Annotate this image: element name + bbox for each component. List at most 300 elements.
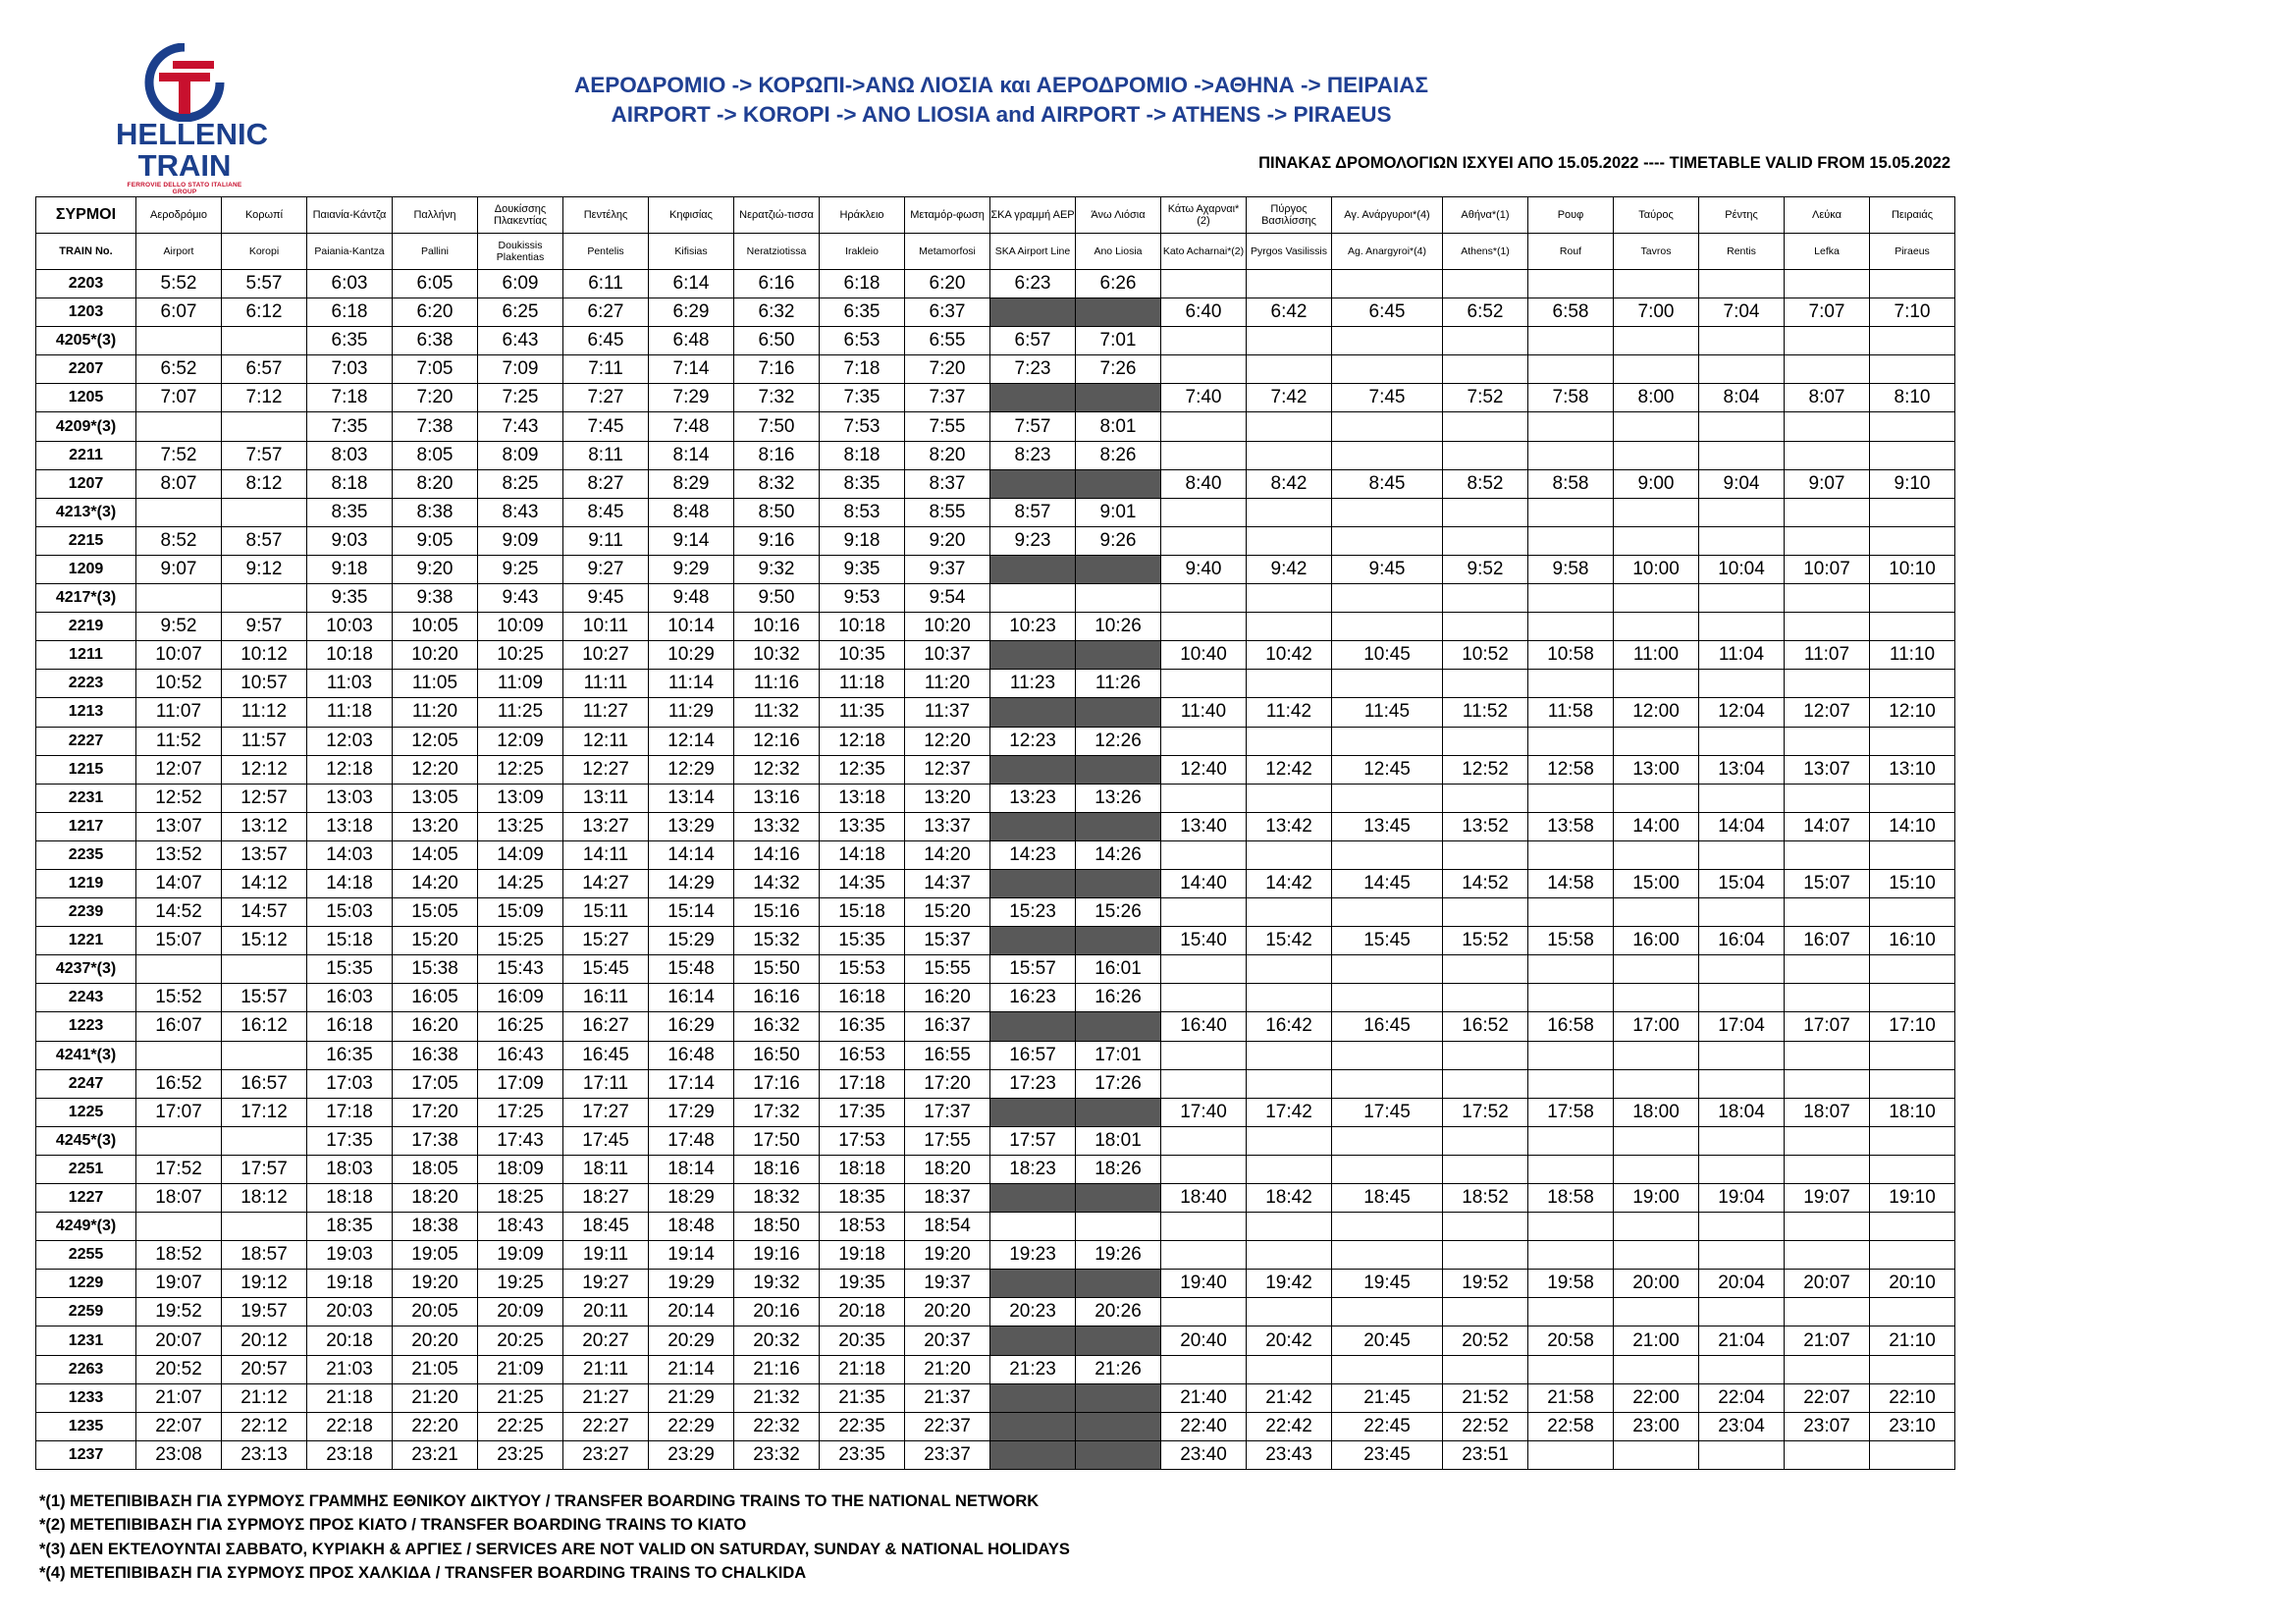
time-cell bbox=[1161, 498, 1247, 526]
time-cell: 18:20 bbox=[393, 1184, 478, 1213]
no-service-cell bbox=[990, 698, 1076, 727]
time-cell: 11:32 bbox=[734, 698, 820, 727]
time-cell: 10:45 bbox=[1332, 641, 1443, 670]
time-cell: 12:12 bbox=[222, 755, 307, 784]
table-row bbox=[36, 469, 1955, 498]
time-cell: 15:37 bbox=[905, 927, 990, 955]
train-number: 2247 bbox=[36, 1069, 136, 1098]
time-cell: 9:18 bbox=[307, 555, 393, 583]
time-cell: 20:25 bbox=[478, 1326, 563, 1355]
time-cell: 15:23 bbox=[990, 898, 1076, 927]
time-cell: 22:58 bbox=[1528, 1412, 1614, 1440]
timetable bbox=[35, 196, 1955, 1470]
table-row bbox=[36, 327, 1955, 355]
time-cell bbox=[1785, 270, 1870, 298]
time-cell: 10:20 bbox=[905, 613, 990, 641]
time-cell: 9:48 bbox=[649, 584, 734, 613]
time-cell bbox=[1870, 412, 1955, 441]
table-row bbox=[36, 869, 1955, 897]
time-cell bbox=[1614, 955, 1699, 984]
no-service-cell bbox=[990, 1440, 1076, 1469]
station-header-english: Doukissis Plakentias bbox=[478, 234, 563, 270]
time-cell: 15:27 bbox=[563, 927, 649, 955]
table-row bbox=[36, 1126, 1955, 1155]
time-cell: 8:12 bbox=[222, 469, 307, 498]
time-cell bbox=[1870, 1155, 1955, 1183]
time-cell bbox=[1247, 526, 1332, 555]
time-cell bbox=[1785, 727, 1870, 755]
time-cell: 18:40 bbox=[1161, 1184, 1247, 1213]
time-cell: 8:42 bbox=[1247, 469, 1332, 498]
time-cell bbox=[1870, 984, 1955, 1012]
time-cell: 16:27 bbox=[563, 1012, 649, 1041]
time-cell: 20:18 bbox=[820, 1298, 905, 1326]
time-cell: 23:35 bbox=[820, 1440, 905, 1469]
time-cell: 13:58 bbox=[1528, 812, 1614, 840]
time-cell: 20:12 bbox=[222, 1326, 307, 1355]
time-cell: 17:12 bbox=[222, 1098, 307, 1126]
time-cell: 16:26 bbox=[1076, 984, 1161, 1012]
time-cell: 15:38 bbox=[393, 955, 478, 984]
time-cell: 15:35 bbox=[820, 927, 905, 955]
time-cell bbox=[1870, 584, 1955, 613]
no-service-cell bbox=[1076, 755, 1161, 784]
time-cell bbox=[1614, 727, 1699, 755]
table-row bbox=[36, 1440, 1955, 1469]
time-cell: 19:11 bbox=[563, 1241, 649, 1270]
no-service-cell bbox=[1076, 869, 1161, 897]
time-cell: 11:18 bbox=[820, 670, 905, 698]
time-cell: 15:58 bbox=[1528, 927, 1614, 955]
time-cell bbox=[1785, 1155, 1870, 1183]
time-cell bbox=[1332, 355, 1443, 384]
station-header-english: Irakleio bbox=[820, 234, 905, 270]
time-cell: 16:48 bbox=[649, 1041, 734, 1069]
time-cell bbox=[1443, 1213, 1528, 1241]
time-cell: 17:00 bbox=[1614, 1012, 1699, 1041]
no-service-cell bbox=[1076, 384, 1161, 412]
time-cell bbox=[1528, 1069, 1614, 1098]
no-service-cell bbox=[1076, 812, 1161, 840]
time-cell: 19:09 bbox=[478, 1241, 563, 1270]
time-cell bbox=[1528, 498, 1614, 526]
time-cell bbox=[1870, 727, 1955, 755]
time-cell: 14:07 bbox=[1785, 812, 1870, 840]
title-english: AIRPORT -> KOROPI -> ANO LIOSIA and AIRPORT -> ATHENS -> PIRAEUS bbox=[611, 102, 1392, 127]
time-cell: 21:45 bbox=[1332, 1383, 1443, 1412]
time-cell bbox=[1699, 613, 1785, 641]
time-cell bbox=[1332, 1155, 1443, 1183]
time-cell: 17:09 bbox=[478, 1069, 563, 1098]
time-cell bbox=[1161, 1126, 1247, 1155]
time-cell: 12:29 bbox=[649, 755, 734, 784]
station-header-greek: Κορωπί bbox=[222, 197, 307, 234]
time-cell: 10:29 bbox=[649, 641, 734, 670]
time-cell bbox=[1785, 1355, 1870, 1383]
time-cell bbox=[1332, 1069, 1443, 1098]
time-cell bbox=[1699, 1155, 1785, 1183]
time-cell bbox=[1443, 498, 1528, 526]
no-service-cell bbox=[1076, 1326, 1161, 1355]
station-header-greek: Κηφισίας bbox=[649, 197, 734, 234]
time-cell: 21:26 bbox=[1076, 1355, 1161, 1383]
footnotes bbox=[39, 1489, 1070, 1585]
time-cell bbox=[1699, 1440, 1785, 1469]
time-cell: 6:42 bbox=[1247, 298, 1332, 327]
time-cell bbox=[1161, 441, 1247, 469]
train-number: 1203 bbox=[36, 298, 136, 327]
time-cell: 19:26 bbox=[1076, 1241, 1161, 1270]
time-cell: 14:14 bbox=[649, 840, 734, 869]
time-cell: 15:14 bbox=[649, 898, 734, 927]
no-service-cell bbox=[990, 1098, 1076, 1126]
table-row bbox=[36, 755, 1955, 784]
time-cell: 20:04 bbox=[1699, 1270, 1785, 1298]
time-cell: 16:18 bbox=[307, 1012, 393, 1041]
time-cell: 14:00 bbox=[1614, 812, 1699, 840]
station-header-english: Koropi bbox=[222, 234, 307, 270]
time-cell: 14:32 bbox=[734, 869, 820, 897]
time-cell bbox=[1870, 840, 1955, 869]
station-header-greek: Άνω Λιόσια bbox=[1076, 197, 1161, 234]
table-row bbox=[36, 727, 1955, 755]
time-cell: 19:42 bbox=[1247, 1270, 1332, 1298]
time-cell: 9:07 bbox=[1785, 469, 1870, 498]
time-cell: 19:58 bbox=[1528, 1270, 1614, 1298]
time-cell bbox=[1332, 727, 1443, 755]
time-cell bbox=[1332, 1126, 1443, 1155]
time-cell bbox=[1699, 1126, 1785, 1155]
time-cell bbox=[1332, 984, 1443, 1012]
time-cell bbox=[1785, 412, 1870, 441]
station-header-english: Pentelis bbox=[563, 234, 649, 270]
time-cell: 17:57 bbox=[990, 1126, 1076, 1155]
time-cell: 20:20 bbox=[393, 1326, 478, 1355]
train-number: 1215 bbox=[36, 755, 136, 784]
no-service-cell bbox=[990, 927, 1076, 955]
time-cell bbox=[136, 1213, 222, 1241]
time-cell: 14:35 bbox=[820, 869, 905, 897]
time-cell: 17:20 bbox=[905, 1069, 990, 1098]
train-number: 4213*(3) bbox=[36, 498, 136, 526]
time-cell: 23:08 bbox=[136, 1440, 222, 1469]
time-cell: 12:52 bbox=[1443, 755, 1528, 784]
time-cell: 18:42 bbox=[1247, 1184, 1332, 1213]
time-cell: 13:52 bbox=[136, 840, 222, 869]
time-cell bbox=[1785, 584, 1870, 613]
time-cell: 19:37 bbox=[905, 1270, 990, 1298]
time-cell bbox=[1870, 526, 1955, 555]
time-cell: 7:55 bbox=[905, 412, 990, 441]
time-cell: 22:32 bbox=[734, 1412, 820, 1440]
time-cell: 23:51 bbox=[1443, 1440, 1528, 1469]
time-cell: 7:35 bbox=[307, 412, 393, 441]
time-cell bbox=[1332, 1041, 1443, 1069]
time-cell: 14:29 bbox=[649, 869, 734, 897]
time-cell: 12:20 bbox=[905, 727, 990, 755]
time-cell: 10:18 bbox=[307, 641, 393, 670]
table-row bbox=[36, 698, 1955, 727]
time-cell bbox=[1614, 1241, 1699, 1270]
time-cell: 20:29 bbox=[649, 1326, 734, 1355]
time-cell: 18:32 bbox=[734, 1184, 820, 1213]
time-cell: 23:07 bbox=[1785, 1412, 1870, 1440]
time-cell: 10:16 bbox=[734, 613, 820, 641]
time-cell: 11:26 bbox=[1076, 670, 1161, 698]
time-cell: 20:20 bbox=[905, 1298, 990, 1326]
time-cell bbox=[1785, 784, 1870, 812]
time-cell: 9:53 bbox=[820, 584, 905, 613]
time-cell: 11:52 bbox=[136, 727, 222, 755]
time-cell: 16:37 bbox=[905, 1012, 990, 1041]
time-cell: 22:40 bbox=[1161, 1412, 1247, 1440]
time-cell bbox=[1870, 1355, 1955, 1383]
time-cell: 19:25 bbox=[478, 1270, 563, 1298]
time-cell: 15:18 bbox=[307, 927, 393, 955]
time-cell: 7:45 bbox=[563, 412, 649, 441]
time-cell: 12:18 bbox=[307, 755, 393, 784]
station-header-greek: Ρουφ bbox=[1528, 197, 1614, 234]
time-cell: 18:45 bbox=[563, 1213, 649, 1241]
time-cell: 23:10 bbox=[1870, 1412, 1955, 1440]
time-cell bbox=[1247, 1355, 1332, 1383]
table-row bbox=[36, 984, 1955, 1012]
hellenic-train-emblem-icon bbox=[116, 43, 253, 122]
time-cell: 19:03 bbox=[307, 1241, 393, 1270]
time-cell: 18:20 bbox=[905, 1155, 990, 1183]
table-row bbox=[36, 1326, 1955, 1355]
time-cell: 9:45 bbox=[1332, 555, 1443, 583]
time-cell: 18:38 bbox=[393, 1213, 478, 1241]
time-cell: 23:27 bbox=[563, 1440, 649, 1469]
time-cell: 22:20 bbox=[393, 1412, 478, 1440]
time-cell: 12:11 bbox=[563, 727, 649, 755]
time-cell: 8:26 bbox=[1076, 441, 1161, 469]
time-cell: 16:42 bbox=[1247, 1012, 1332, 1041]
time-cell: 15:25 bbox=[478, 927, 563, 955]
time-cell: 17:48 bbox=[649, 1126, 734, 1155]
time-cell bbox=[1332, 412, 1443, 441]
time-cell: 13:42 bbox=[1247, 812, 1332, 840]
time-cell: 16:20 bbox=[905, 984, 990, 1012]
time-cell: 8:10 bbox=[1870, 384, 1955, 412]
no-service-cell bbox=[990, 1383, 1076, 1412]
time-cell: 10:57 bbox=[222, 670, 307, 698]
time-cell bbox=[1247, 1241, 1332, 1270]
time-cell bbox=[1614, 498, 1699, 526]
time-cell: 23:37 bbox=[905, 1440, 990, 1469]
time-cell bbox=[1785, 355, 1870, 384]
time-cell: 12:18 bbox=[820, 727, 905, 755]
time-cell: 20:26 bbox=[1076, 1298, 1161, 1326]
time-cell: 15:55 bbox=[905, 955, 990, 984]
time-cell: 22:42 bbox=[1247, 1412, 1332, 1440]
time-cell: 13:20 bbox=[393, 812, 478, 840]
time-cell: 18:25 bbox=[478, 1184, 563, 1213]
time-cell bbox=[1785, 670, 1870, 698]
time-cell: 21:05 bbox=[393, 1355, 478, 1383]
train-number: 1211 bbox=[36, 641, 136, 670]
time-cell: 12:26 bbox=[1076, 727, 1161, 755]
time-cell bbox=[1247, 412, 1332, 441]
time-cell: 18:07 bbox=[136, 1184, 222, 1213]
time-cell: 11:00 bbox=[1614, 641, 1699, 670]
table-row bbox=[36, 412, 1955, 441]
train-number: 1221 bbox=[36, 927, 136, 955]
train-number: 4217*(3) bbox=[36, 584, 136, 613]
time-cell bbox=[136, 584, 222, 613]
time-cell bbox=[1443, 840, 1528, 869]
time-cell: 16:35 bbox=[307, 1041, 393, 1069]
time-cell: 15:07 bbox=[136, 927, 222, 955]
time-cell: 8:45 bbox=[563, 498, 649, 526]
time-cell: 20:40 bbox=[1161, 1326, 1247, 1355]
time-cell bbox=[1785, 526, 1870, 555]
time-cell bbox=[1785, 613, 1870, 641]
time-cell: 20:05 bbox=[393, 1298, 478, 1326]
time-cell bbox=[1247, 1298, 1332, 1326]
time-cell bbox=[1785, 441, 1870, 469]
time-cell: 21:07 bbox=[136, 1383, 222, 1412]
time-cell: 9:57 bbox=[222, 613, 307, 641]
time-cell bbox=[1528, 784, 1614, 812]
time-cell: 8:03 bbox=[307, 441, 393, 469]
table-row bbox=[36, 641, 1955, 670]
time-cell: 17:20 bbox=[393, 1098, 478, 1126]
time-cell bbox=[1699, 327, 1785, 355]
time-cell: 6:37 bbox=[905, 298, 990, 327]
train-number: 4237*(3) bbox=[36, 955, 136, 984]
time-cell: 23:32 bbox=[734, 1440, 820, 1469]
station-header-greek: Δουκίσσης Πλακεντίας bbox=[478, 197, 563, 234]
station-header-greek: Νερατζιώ-τισσα bbox=[734, 197, 820, 234]
time-cell: 8:43 bbox=[478, 498, 563, 526]
time-cell: 11:35 bbox=[820, 698, 905, 727]
footnote-1: *(1) ΜΕΤΕΠΙΒΙΒΑΣΗ ΓΙΑ ΣΥΡΜΟΥΣ ΓΡΑΜΜΗΣ ΕΘΝΙΚΟΥ ΔΙΚΤΥΟΥ / TRANSFER BOARDING TRAINS TO THE NATIONAL NETWORK bbox=[39, 1492, 1040, 1510]
logo-text-hellenic: HELLENIC bbox=[116, 117, 268, 151]
time-cell bbox=[1699, 584, 1785, 613]
time-cell: 17:32 bbox=[734, 1098, 820, 1126]
logo-tagline: FERROVIE DELLO STATO ITALIANE GROUP bbox=[127, 182, 242, 195]
time-cell: 16:35 bbox=[820, 1012, 905, 1041]
time-cell: 17:42 bbox=[1247, 1098, 1332, 1126]
time-cell: 15:18 bbox=[820, 898, 905, 927]
time-cell: 15:48 bbox=[649, 955, 734, 984]
time-cell bbox=[1699, 1298, 1785, 1326]
time-cell bbox=[1247, 270, 1332, 298]
train-number: 2239 bbox=[36, 898, 136, 927]
time-cell bbox=[1528, 1213, 1614, 1241]
time-cell bbox=[1870, 613, 1955, 641]
station-header-english: Pallini bbox=[393, 234, 478, 270]
time-cell bbox=[1614, 1069, 1699, 1098]
time-cell bbox=[1528, 584, 1614, 613]
no-service-cell bbox=[1076, 927, 1161, 955]
time-cell bbox=[1247, 584, 1332, 613]
time-cell bbox=[1614, 613, 1699, 641]
time-cell bbox=[1614, 412, 1699, 441]
time-cell: 10:10 bbox=[1870, 555, 1955, 583]
time-cell: 17:43 bbox=[478, 1126, 563, 1155]
table-row bbox=[36, 1155, 1955, 1183]
time-cell: 14:27 bbox=[563, 869, 649, 897]
time-cell bbox=[1614, 984, 1699, 1012]
time-cell: 22:29 bbox=[649, 1412, 734, 1440]
time-cell: 18:37 bbox=[905, 1184, 990, 1213]
time-cell bbox=[1161, 1213, 1247, 1241]
time-cell: 14:40 bbox=[1161, 869, 1247, 897]
time-cell bbox=[1870, 1241, 1955, 1270]
time-cell: 13:14 bbox=[649, 784, 734, 812]
time-cell: 15:45 bbox=[1332, 927, 1443, 955]
time-cell: 6:57 bbox=[990, 327, 1076, 355]
time-cell: 14:26 bbox=[1076, 840, 1161, 869]
time-cell bbox=[1528, 1041, 1614, 1069]
time-cell: 6:50 bbox=[734, 327, 820, 355]
time-cell: 6:11 bbox=[563, 270, 649, 298]
time-cell bbox=[1785, 1069, 1870, 1098]
time-cell: 20:35 bbox=[820, 1326, 905, 1355]
time-cell: 7:20 bbox=[905, 355, 990, 384]
time-cell bbox=[1332, 613, 1443, 641]
time-cell: 22:07 bbox=[1785, 1383, 1870, 1412]
time-cell: 21:18 bbox=[820, 1355, 905, 1383]
time-cell: 13:35 bbox=[820, 812, 905, 840]
time-cell: 7:09 bbox=[478, 355, 563, 384]
time-cell bbox=[1332, 955, 1443, 984]
time-cell: 13:07 bbox=[136, 812, 222, 840]
train-number: 2219 bbox=[36, 613, 136, 641]
train-number: 2227 bbox=[36, 727, 136, 755]
no-service-cell bbox=[1076, 1440, 1161, 1469]
time-cell: 19:32 bbox=[734, 1270, 820, 1298]
time-cell: 17:45 bbox=[1332, 1098, 1443, 1126]
time-cell: 15:35 bbox=[307, 955, 393, 984]
time-cell: 18:18 bbox=[820, 1155, 905, 1183]
time-cell bbox=[1785, 1126, 1870, 1155]
no-service-cell bbox=[1076, 698, 1161, 727]
no-service-cell bbox=[990, 812, 1076, 840]
no-service-cell bbox=[990, 1184, 1076, 1213]
station-header-english: Piraeus bbox=[1870, 234, 1955, 270]
time-cell: 14:07 bbox=[136, 869, 222, 897]
no-service-cell bbox=[990, 1326, 1076, 1355]
time-cell: 12:35 bbox=[820, 755, 905, 784]
station-header-english: Kifisias bbox=[649, 234, 734, 270]
time-cell bbox=[1161, 727, 1247, 755]
train-number: 1233 bbox=[36, 1383, 136, 1412]
footnote-3: *(3) ΔΕΝ ΕΚΤΕΛΟΥΝΤΑΙ ΣΑΒΒΑΤΟ, ΚΥΡΙΑΚΗ & ΑΡΓΙΕΣ / SERVICES ARE NOT VALID ON SATURDAY, SUNDAY & NATIONAL HOLIDAYS bbox=[39, 1540, 1070, 1558]
station-header-greek: Αεροδρόμιο bbox=[136, 197, 222, 234]
time-cell bbox=[1870, 1298, 1955, 1326]
time-cell bbox=[1699, 840, 1785, 869]
time-cell bbox=[1161, 1298, 1247, 1326]
station-header-english: Neratziotissa bbox=[734, 234, 820, 270]
time-cell: 17:16 bbox=[734, 1069, 820, 1098]
time-cell: 18:04 bbox=[1699, 1098, 1785, 1126]
time-cell bbox=[1332, 840, 1443, 869]
time-cell: 14:20 bbox=[393, 869, 478, 897]
time-cell: 9:37 bbox=[905, 555, 990, 583]
time-cell: 6:45 bbox=[563, 327, 649, 355]
time-cell: 22:52 bbox=[1443, 1412, 1528, 1440]
time-cell: 8:48 bbox=[649, 498, 734, 526]
time-cell: 22:12 bbox=[222, 1412, 307, 1440]
header-row-greek bbox=[36, 197, 1955, 234]
time-cell: 15:10 bbox=[1870, 869, 1955, 897]
time-cell bbox=[1699, 1355, 1785, 1383]
time-cell: 13:10 bbox=[1870, 755, 1955, 784]
